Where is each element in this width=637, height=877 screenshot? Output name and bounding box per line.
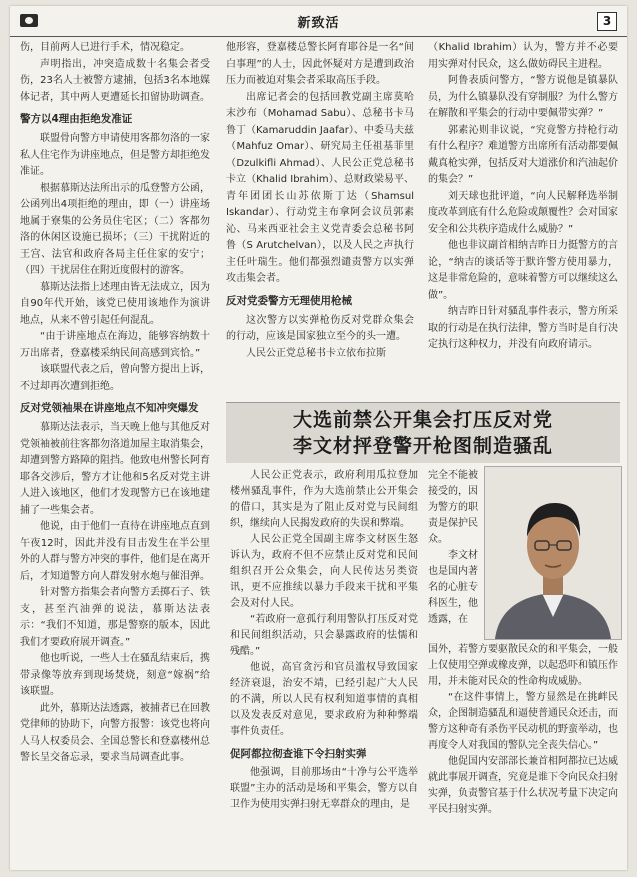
paragraph: 慕斯达法指上述理由皆无法成立，因为自90年代开始，该党已使用该地作为演讲地点，从来不曾引起任何混乱。	[20, 281, 210, 326]
paragraph: 慕斯达法表示，当天晚上他与其他反对党领袖被前往客都勿洛道加屋主取消集会，却遭到警方路障的阻挡。他致电州警长阿育耶各交涉后，警方才让他和5名反对党主讲人进入该地区，他们才发现警方已在该地建捕了一些集会者。	[20, 422, 210, 516]
paragraph: 他形容，登嘉楼总警长阿育耶谷是一名“间白事理”的人士，因此怀疑对方是遭到政治压力而被迫对集会者采取高压手段。	[226, 42, 414, 86]
article-column-2	[226, 40, 414, 362]
paragraph: 他也听说，一些人士在骚乱结束后，携带录像等放弃到现场焚烧，刻意“嫁祸”给该联盟。	[20, 653, 210, 697]
feature-wrap-text	[428, 468, 478, 628]
paragraph: 他促国内安部部长兼首相阿都拉已达威就此事展开调查，究竟是谁下令向民众扫射实弹，负责警官基于什么状况考量下决定向平民扫射实弹。	[428, 756, 618, 815]
paragraph: 这次警方以实弹枪伤反对党群众集会的行动，应该是国家独立至今的头一遭。	[226, 314, 414, 342]
article-column-3	[428, 40, 618, 354]
subheading: 促阿都拉彻查谁下令扫射实弹	[230, 748, 367, 760]
feature-column-2	[428, 642, 618, 818]
article-column-1	[20, 40, 210, 767]
paragraph: 李文材也是国内著名的心脏专科医生，他透露，在	[428, 550, 478, 625]
paragraph: “在这件事情上，警方显然是在挑衅民众，企图制造骚乱和逼使普通民众还击，而警方这种奇有杀伤平民动机的野蛮举动，也再度令人对我国的警队完全丧失信心。”	[428, 692, 618, 751]
paragraph: 联盟骨向警方申请使用客都勿洛的一家私人住宅作为讲座地点，但是警方却拒绝发准证。	[20, 133, 210, 177]
feature-headline	[226, 402, 620, 463]
paragraph: 人民公正党全国副主席李文材医生怒诉认为，政府不但不应禁止反对党和民间组织召开公众集会，向人民传达另类资讯，更不应推续以暴力手段来干扰和平集会及对付人民。	[230, 534, 418, 609]
paragraph: 声明指出，冲突造成数十名集会者受伤，23名人士被警方逮捕，包括3名本地媒体记者，其中两人更遭延长扣留协助调查。	[20, 58, 210, 103]
paragraph: 纳吉昨日针对骚乱事件表示，警方所采取的行动是在执行法律，警方当时是自行决定执行这种权力，并没有向政府请示。	[428, 306, 618, 350]
paragraph: 伤，目前两人已进行手术，情况稳定。	[20, 42, 190, 53]
paragraph: 完全不能被接受的，因为警方的职责是保护民众。	[428, 470, 478, 545]
paragraph: 他说，高官贪污和官员滥权导致国家经济衰退，治安不靖，已经引起广大人民的不满，所以人民有权利知道事情的真相以及发表反对意见，要求政府为种种弊端事件负责任。	[230, 662, 418, 737]
page-number: 3	[597, 12, 617, 31]
paragraph: 国外，若警方要驱散民众的和平集会，一般上仅使用空弹或橡皮弹，以起恐吓和镇压作用，并未能对民众的性命构成威胁。	[428, 644, 618, 687]
headline-line-2: 李文材抨登警开枪图制造骚乱	[292, 435, 553, 457]
paragraph: 刘天球也批评道，“向人民解释选举制度改革到底有什么危险或颠覆性？会对国家安全和公共秩序造成什么威胁？”	[428, 190, 618, 235]
paragraph: 人民公正党总秘书卡立依布拉斯	[246, 347, 386, 359]
feature-article	[226, 402, 620, 870]
paragraph: 他说，由于他们一直待在讲座地点直到午夜12时，因此并没有目击发生在半公里外的人群与警方冲突的事件，他们是在离开后，才知道警方向人群发射水炮与催泪弹。	[20, 521, 210, 582]
paragraph: 根据慕斯达法所出示的瓜登警方公函，公函列出4项拒绝的理由，即（一）讲座场地属于寮集的公务员住宅区；（二）客都勿洛的休闲区设施已损坏；（三）干扰附近的王宫、法官和政府各局主任住家的安宁；（四）干扰居住在附近度假村的游客。	[20, 182, 210, 276]
subheading: 反对党领袖果在讲座地点不知冲突爆发	[20, 402, 199, 414]
paragraph: 针对警方指集会者向警方丢掷石子、铁支，甚至汽油弹的说法，慕斯达法表示：“我们不知道，那是警察的版本，因此我们才要政府展开调查。”	[20, 587, 210, 648]
subheading: 反对党委警方无理使用枪械	[226, 294, 352, 307]
portrait-image-icon	[485, 467, 621, 639]
paragraph: 他强调，目前那场由“十净与公平选举联盟”主办的活动是场和平集会，警方以自卫作为使用实弹扫射无辜群众的理由，是	[230, 767, 418, 810]
feature-column-1	[230, 468, 418, 813]
paragraph: 此外，慕斯达法透露，被捕者已在回教党律师的协助下，向警方报警：该党也将向人马人权委员会、全国总警长和登嘉楼州总警长呈交备忘录，要求当局调查此事。	[20, 702, 210, 763]
masthead	[10, 6, 627, 37]
paragraph: “由于讲座地点在海边，能够容纳数十万出席者，登嘉楼采纳民间高感到宾恰。”	[20, 331, 210, 359]
paragraph: 出席记者会的包括回教党副主席莫哈末沙布（Mohamad Sabu）、总秘书卡马鲁丁（Kamaruddin Jaafar）、中委马夫兹（Mahfuz Omar）、研究局主任祖基菲里（Dzulkifli Ahmad）、人民公正党总秘书卡立（Khalid Ibrahim）、总财政梁易平、青年团团长山苏依斯丁达（Shamsul Iskandar）、行动党主布拿阿会议员郭素沁、马来西亚社会主义党青委会总秘书阿鲁（S Arutchelvan），以及人民之声执行主任叶瑞生。他们都强烈谴责警方以实弹攻击集会者。	[226, 91, 414, 284]
subheading: 警方以4理由拒绝发准证	[20, 113, 133, 125]
paragraph: 人民公正党表示，政府利用瓜拉登加楼州骚乱事件，作为大选前禁止公开集会的借口，其实是为了阻止反对党与民间组织，继续向人民揭发政府的失误和弊端。	[230, 470, 418, 529]
paragraph: 他也非议副首相纳吉昨日力挺警方的言论，“纳吉的谈话等于默许警方使用暴力，这是非常危险的，意味着警方可以继续这么做”。	[428, 240, 618, 301]
paragraph: “若政府一意孤行利用警队打压反对党和民间组织活动，只会暴露政府的怯懦和残酷。”	[230, 614, 418, 657]
newspaper-title: 新致活	[297, 16, 340, 31]
paragraph: 该联盟代表之后，曾向警方提出上诉，不过却再次遭到拒绝。	[20, 364, 210, 392]
headline-line-1: 大选前禁公开集会打压反对党	[292, 409, 553, 431]
paragraph: 阿鲁表质问警方，“警方说他是镇暴队员，为什么镇暴队没有穿制服？为什么警方在解散和平集会的行动中要佩带实弹？”	[428, 75, 618, 119]
paragraph: 郭素沁则非议说，“究竟警方持枪行动有什么程序？难道警方出席所有活动都要佩戴真枪实弹，包括反对大道涨价和汽油起价的集会？”	[428, 124, 618, 185]
paragraph: （Khalid Ibrahim）认为，警方并不必要用实弹对付民众，这么做妨碍民主进程。	[428, 42, 618, 70]
portrait-photo	[484, 466, 622, 640]
newspaper-page	[10, 6, 627, 870]
